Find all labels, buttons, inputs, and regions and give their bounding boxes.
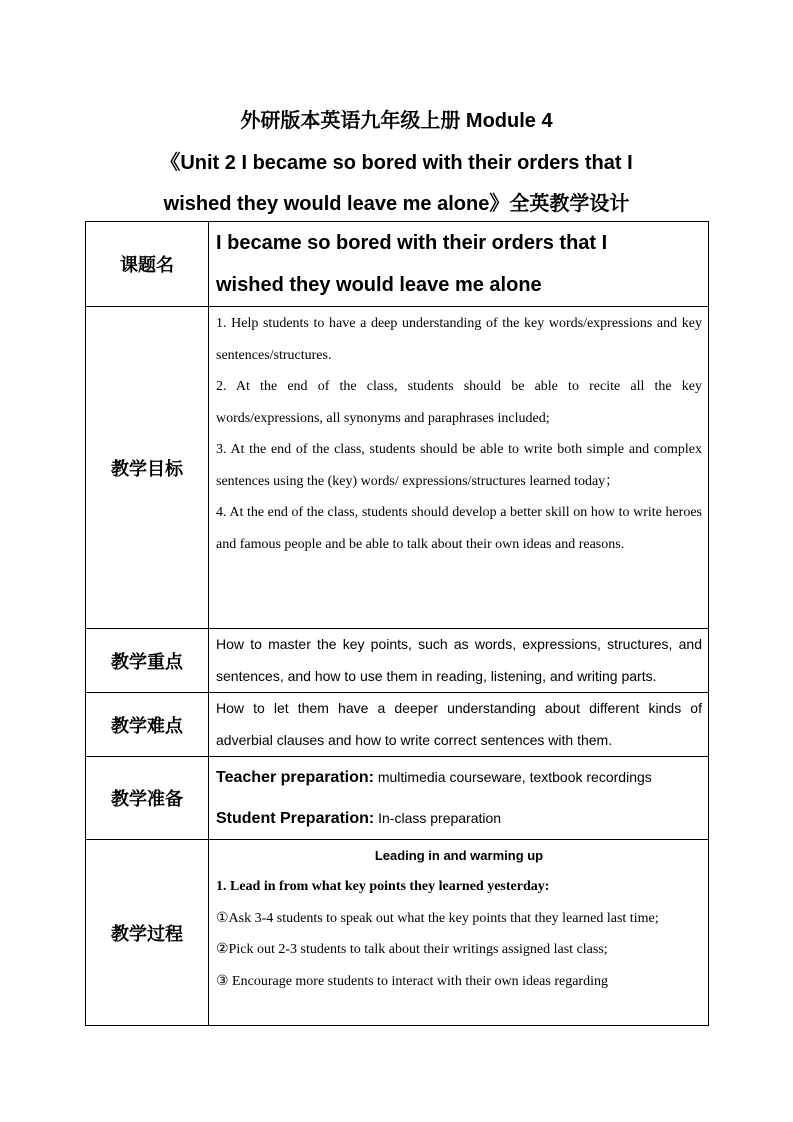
topic-title [216, 222, 702, 306]
objective-item: 1. Help students to have a deep understanding of the key words/expressions and key sentences/structures. [216, 316, 702, 363]
teacher-preparation-value: multimedia courseware, textbook recordings [373, 769, 652, 785]
key-points-text: How to master the key points, such as words, expressions, structures, and sentences, and how to use them in reading, listening, and writing parts. [216, 636, 702, 684]
process-heading: Leading in and warming up [374, 848, 544, 863]
preparation-cell [209, 757, 709, 840]
process-cell [209, 840, 709, 1026]
process-item: ①Ask 3-4 students to speak out what the key points that they learned last time; [216, 910, 659, 926]
difficulties-text: How to let them have a deeper understanding about different kinds of adverbial clauses and how to write correct sentences with them. [216, 700, 702, 748]
key-points-cell [209, 629, 709, 693]
objective-item: 2. At the end of the class, students should be able to recite all the key words/expressions, all synonyms and paraphrases included; [216, 379, 702, 426]
objective-item: 3. At the end of the class, students should be able to write both simple and complex sentences using the (key) words/ expressions/structures learned today； [216, 442, 702, 489]
student-preparation [216, 798, 702, 839]
process-item: ②Pick out 2-3 students to talk about their writings assigned last class; [216, 942, 608, 957]
process-item: ③ Encourage more students to interact with their own ideas regarding [216, 973, 608, 989]
row-label-topic: 课题名 [86, 222, 209, 307]
objectives-cell [209, 307, 709, 629]
doc-title-line-2: 《Unit 2 I became so bored with their orders that I [160, 152, 633, 174]
table-row-topic [86, 222, 709, 307]
student-preparation-label: Student Preparation: [216, 810, 375, 827]
table-row-process [86, 840, 709, 1026]
doc-title-line-3: wished they would leave me alone》全英教学设计 [163, 193, 630, 215]
topic-line-2: wished they would leave me alone [216, 274, 542, 296]
teacher-preparation-label: Teacher preparation: [216, 769, 374, 786]
objective-item: 4. At the end of the class, students should develop a better skill on how to write heroes and famous people and be able to talk about their own ideas and reasons. [216, 505, 702, 552]
row-label-objectives: 教学目标 [86, 307, 209, 629]
table-row-preparation [86, 757, 709, 840]
table-row-difficulties [86, 693, 709, 757]
row-label-preparation: 教学准备 [86, 757, 209, 840]
doc-title-line-1: 外研版本英语九年级上册 Module 4 [240, 110, 553, 132]
student-preparation-value: In-class preparation [374, 810, 502, 826]
topic-cell [209, 222, 709, 307]
row-label-key-points: 教学重点 [86, 629, 209, 693]
row-label-difficulties: 教学难点 [86, 693, 209, 757]
topic-line-1: I became so bored with their orders that I [216, 232, 608, 254]
table-row-objectives [86, 307, 709, 629]
table-row-key-points [86, 629, 709, 693]
lesson-plan-table [85, 221, 709, 1026]
row-label-process: 教学过程 [86, 840, 209, 1026]
difficulties-cell [209, 693, 709, 757]
process-step-title: 1. Lead in from what key points they learned yesterday: [216, 879, 550, 894]
teacher-preparation [216, 757, 702, 798]
